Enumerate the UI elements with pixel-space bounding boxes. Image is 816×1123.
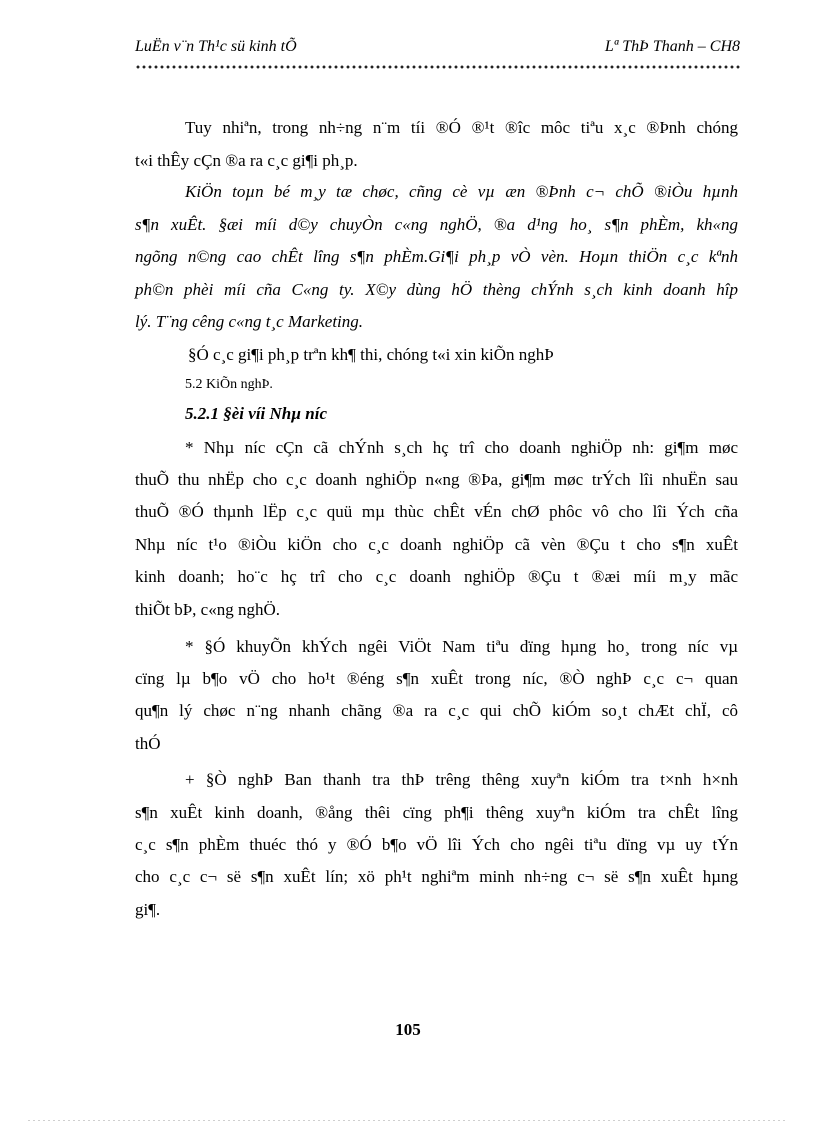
paragraph-line: s¶n xuÊt kinh doanh, ®ång thêi cïng ph¶i thêng xuyªn kiÓm tra chÊt lîng [135,803,738,822]
paragraph-line: s¶n xuÊt. §æi míi d©y chuyÒn c«ng nghÖ, ®a d¹ng ho¸ s¶n phÈm, kh«ng [135,215,738,234]
paragraph-line: + §Ò nghÞ Ban thanh tra thÞ trêng thêng xuyªn kiÓm tra t×nh h×nh [185,770,738,789]
section-heading-5-2: 5.2 KiÕn nghÞ. [185,377,273,392]
paragraph-line: gi¶. [135,900,161,919]
paragraph-line: ph©n phèi míi cña C«ng ty. X©y dùng hÖ thèng chÝnh s¸ch kinh doanh hîp [135,280,738,299]
paragraph-line: qu¶n lý chøc n¨ng nhanh chãng ®a ra c¸c qui chÕ kiÓm so¸t chÆt chÏ, cô [135,701,738,720]
paragraph-line: * Nhµ níc cÇn cã chÝnh s¸ch hç trî cho doanh nghiÖp nh: gi¶m møc [185,438,738,457]
footer-divider [28,1120,788,1121]
paragraph-line: t«i thÊy cÇn ®a ra c¸c gi¶i ph¸p. [135,151,358,170]
header-divider [135,64,740,70]
paragraph-line: kinh doanh; ho¨c hç trî cho c¸c doanh nghiÖp ®Çu t ®æi míi m¸y mãc [135,567,738,586]
paragraph-line: Tuy nhiªn, trong nh÷ng n¨m tíi ®Ó ®¹t ®îc môc tiªu x¸c ®Þnh chóng [185,118,738,137]
paragraph-line: thiÕt bÞ, c«ng nghÖ. [135,600,280,619]
paragraph-line: Nhµ níc t¹o ®iÒu kiÖn cho c¸c doanh nghiÖp cã vèn ®Çu t cho s¶n xuÊt [135,535,738,554]
paragraph-line: c¸c s¶n phÈm thuéc thó y ®Ó b¶o vÖ lîi Ých cho ngêi tiªu dïng vµ uy tÝn [135,835,738,854]
header-thesis-title: LuËn v¨n Th¹c sü kinh tÕ [135,38,297,55]
paragraph-line: ngõng n©ng cao chÊt lîng s¶n phÈm.Gi¶i ph¸p vÒ vèn. Hoµn thiÖn c¸c kªnh [135,247,738,266]
paragraph-line: thÓ [135,734,161,753]
subsection-heading-5-2-1: 5.2.1 §èi víi Nhµ níc [185,404,328,423]
paragraph-line: * §Ó khuyÕn khÝch ngêi ViÖt Nam tiªu dïng hµng ho¸ trong níc vµ [185,637,738,656]
header-author: Lª ThÞ Thanh – CH8 [604,38,740,55]
paragraph-line: lý. T¨ng cêng c«ng t¸c Marketing. [135,312,364,331]
paragraph-line: §Ó c¸c gi¶i ph¸p trªn kh¶ thi, chóng t«i xin kiÕn nghÞ [188,345,554,364]
paragraph-line: cho c¸c c¬ së s¶n xuÊt lín; xö ph¹t nghiªm minh nh÷ng c¬ së s¶n xuÊt hµng [135,867,738,886]
paragraph-line: thuÕ thu nhËp cho c¸c doanh nghiÖp n«ng ®Þa, gi¶m møc trÝch lîi nhuËn sau [135,470,738,489]
paragraph-line: KiÖn toµn bé m¸y tæ chøc, cñng cè vµ æn ®Þnh c¬ chÕ ®iÒu hµnh [185,182,738,201]
paragraph-line: thuÕ ®Ó thµnh lËp c¸c quü mµ thùc chÊt vÉn chØ phôc vô cho lîi Ých cña [135,502,738,521]
paragraph-line: cïng lµ b¶o vÖ cho ho¹t ®éng s¶n xuÊt trong níc, ®Ò nghÞ c¸c c¬ quan [135,669,738,688]
page-number: 105 [395,1020,421,1039]
